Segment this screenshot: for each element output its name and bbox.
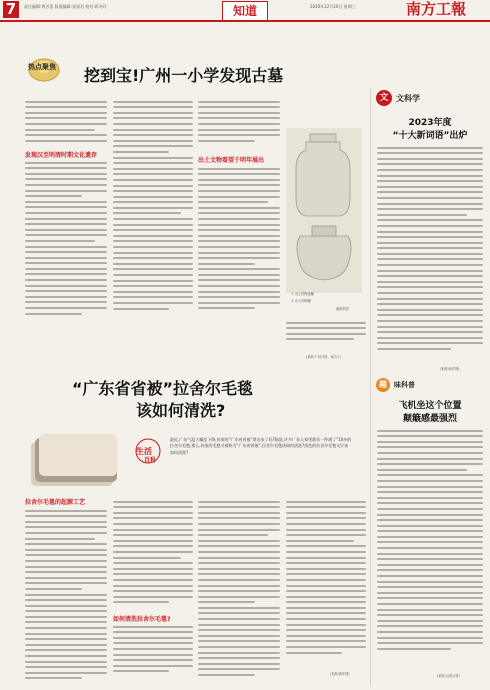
qa-col-2 (113, 497, 193, 609)
sun-icon: 趣 (376, 378, 390, 392)
qa-subhead-1: 拉舍尔毛毯的起源工艺 (25, 499, 86, 506)
editors-line: 责任编辑:黄芳蕾 版面编辑:张丽君 校对:蒋冬玲 (24, 4, 107, 9)
kicker-life: 生活 (136, 447, 152, 456)
qa-col-3 (198, 497, 280, 686)
sidebar-section: 文科学 (396, 94, 420, 103)
life-encyclopedia-badge (135, 438, 161, 464)
photo-caption-2: ② 出土的陶罐 (291, 299, 311, 303)
main-headline: 挖到宝!广州一小学发现古墓 (84, 66, 284, 85)
article-col-2 (113, 97, 193, 318)
sidebar-section-2: 味科普 (394, 381, 415, 389)
qa-intro: 最近,广东气温大幅度下降,你家的“广东省省被”拿出来了吗?据说,许多广东人家里都有一件满了“10多的拉舍尔毛毯,那么,你家的毛毯又被称为“广东省省被”,拉舍尔毛毯该如何清洗?黑色的拉舍尔毛毯又应该如何清洗? (170, 437, 352, 455)
article-col-1b (25, 158, 107, 318)
kicker-encyclopedia: 百科 (144, 457, 157, 464)
article-col-3 (198, 97, 280, 149)
sidebar-year: 2023年度 (408, 118, 452, 128)
sidebar-byline-2: (来源:百度百科) (437, 674, 460, 678)
sidebar-text-1 (377, 143, 483, 363)
qa-byline: (来源:新华网) (330, 672, 350, 676)
newspaper-logo: 南方工報 (406, 0, 467, 18)
page-number: 7 (3, 1, 19, 18)
literature-icon: 文 (376, 90, 392, 106)
qa-headline-2: 该如何清洗? (136, 401, 226, 420)
subhead-1: 发现汉至明清时期文化遗存 (25, 152, 98, 159)
section-tag: 知道 (222, 1, 268, 21)
article-col-4 (286, 318, 366, 346)
qa-col-2b (113, 622, 193, 686)
blanket-icon (25, 432, 125, 492)
sidebar-divider (370, 88, 371, 686)
literature-science-label (376, 90, 476, 108)
sidebar-title-3: 颠簸感最强烈 (402, 414, 457, 424)
kicker: 热点聚焦 (28, 63, 56, 71)
photo-caption-1: ① 出土的陶盖罐 (291, 292, 314, 296)
blanket-illustration (25, 432, 125, 492)
qa-headline-1: “广东省省被”拉舍尔毛毯 (72, 379, 254, 398)
photo-credit: 番禺供图 (336, 307, 349, 311)
fun-science-label (376, 378, 476, 394)
header-rule (0, 20, 490, 22)
sidebar-title: “十大新词语”出炉 (392, 131, 468, 141)
qa-col-4 (286, 497, 366, 667)
article-col-1 (25, 97, 107, 145)
qa-subhead-2: 如何清洗拉舍尔毛毯? (113, 616, 171, 623)
qa-col-1 (25, 506, 107, 686)
issue-date: 2020年12月20日 星期三 (310, 4, 356, 9)
sidebar-byline: (来源:新华网) (440, 367, 460, 371)
page-header (0, 0, 490, 22)
hot-focus-badge (22, 48, 62, 88)
sidebar-text-2 (377, 426, 483, 668)
article-col-3b (198, 164, 280, 318)
main-byline: (来源:广州日报、南方+) (306, 355, 341, 359)
artifact-photo (286, 128, 362, 293)
sidebar-title-2: 飞机坐这个位置 (398, 401, 462, 411)
subhead-2: 出土文物看望于明年展出 (198, 157, 265, 164)
